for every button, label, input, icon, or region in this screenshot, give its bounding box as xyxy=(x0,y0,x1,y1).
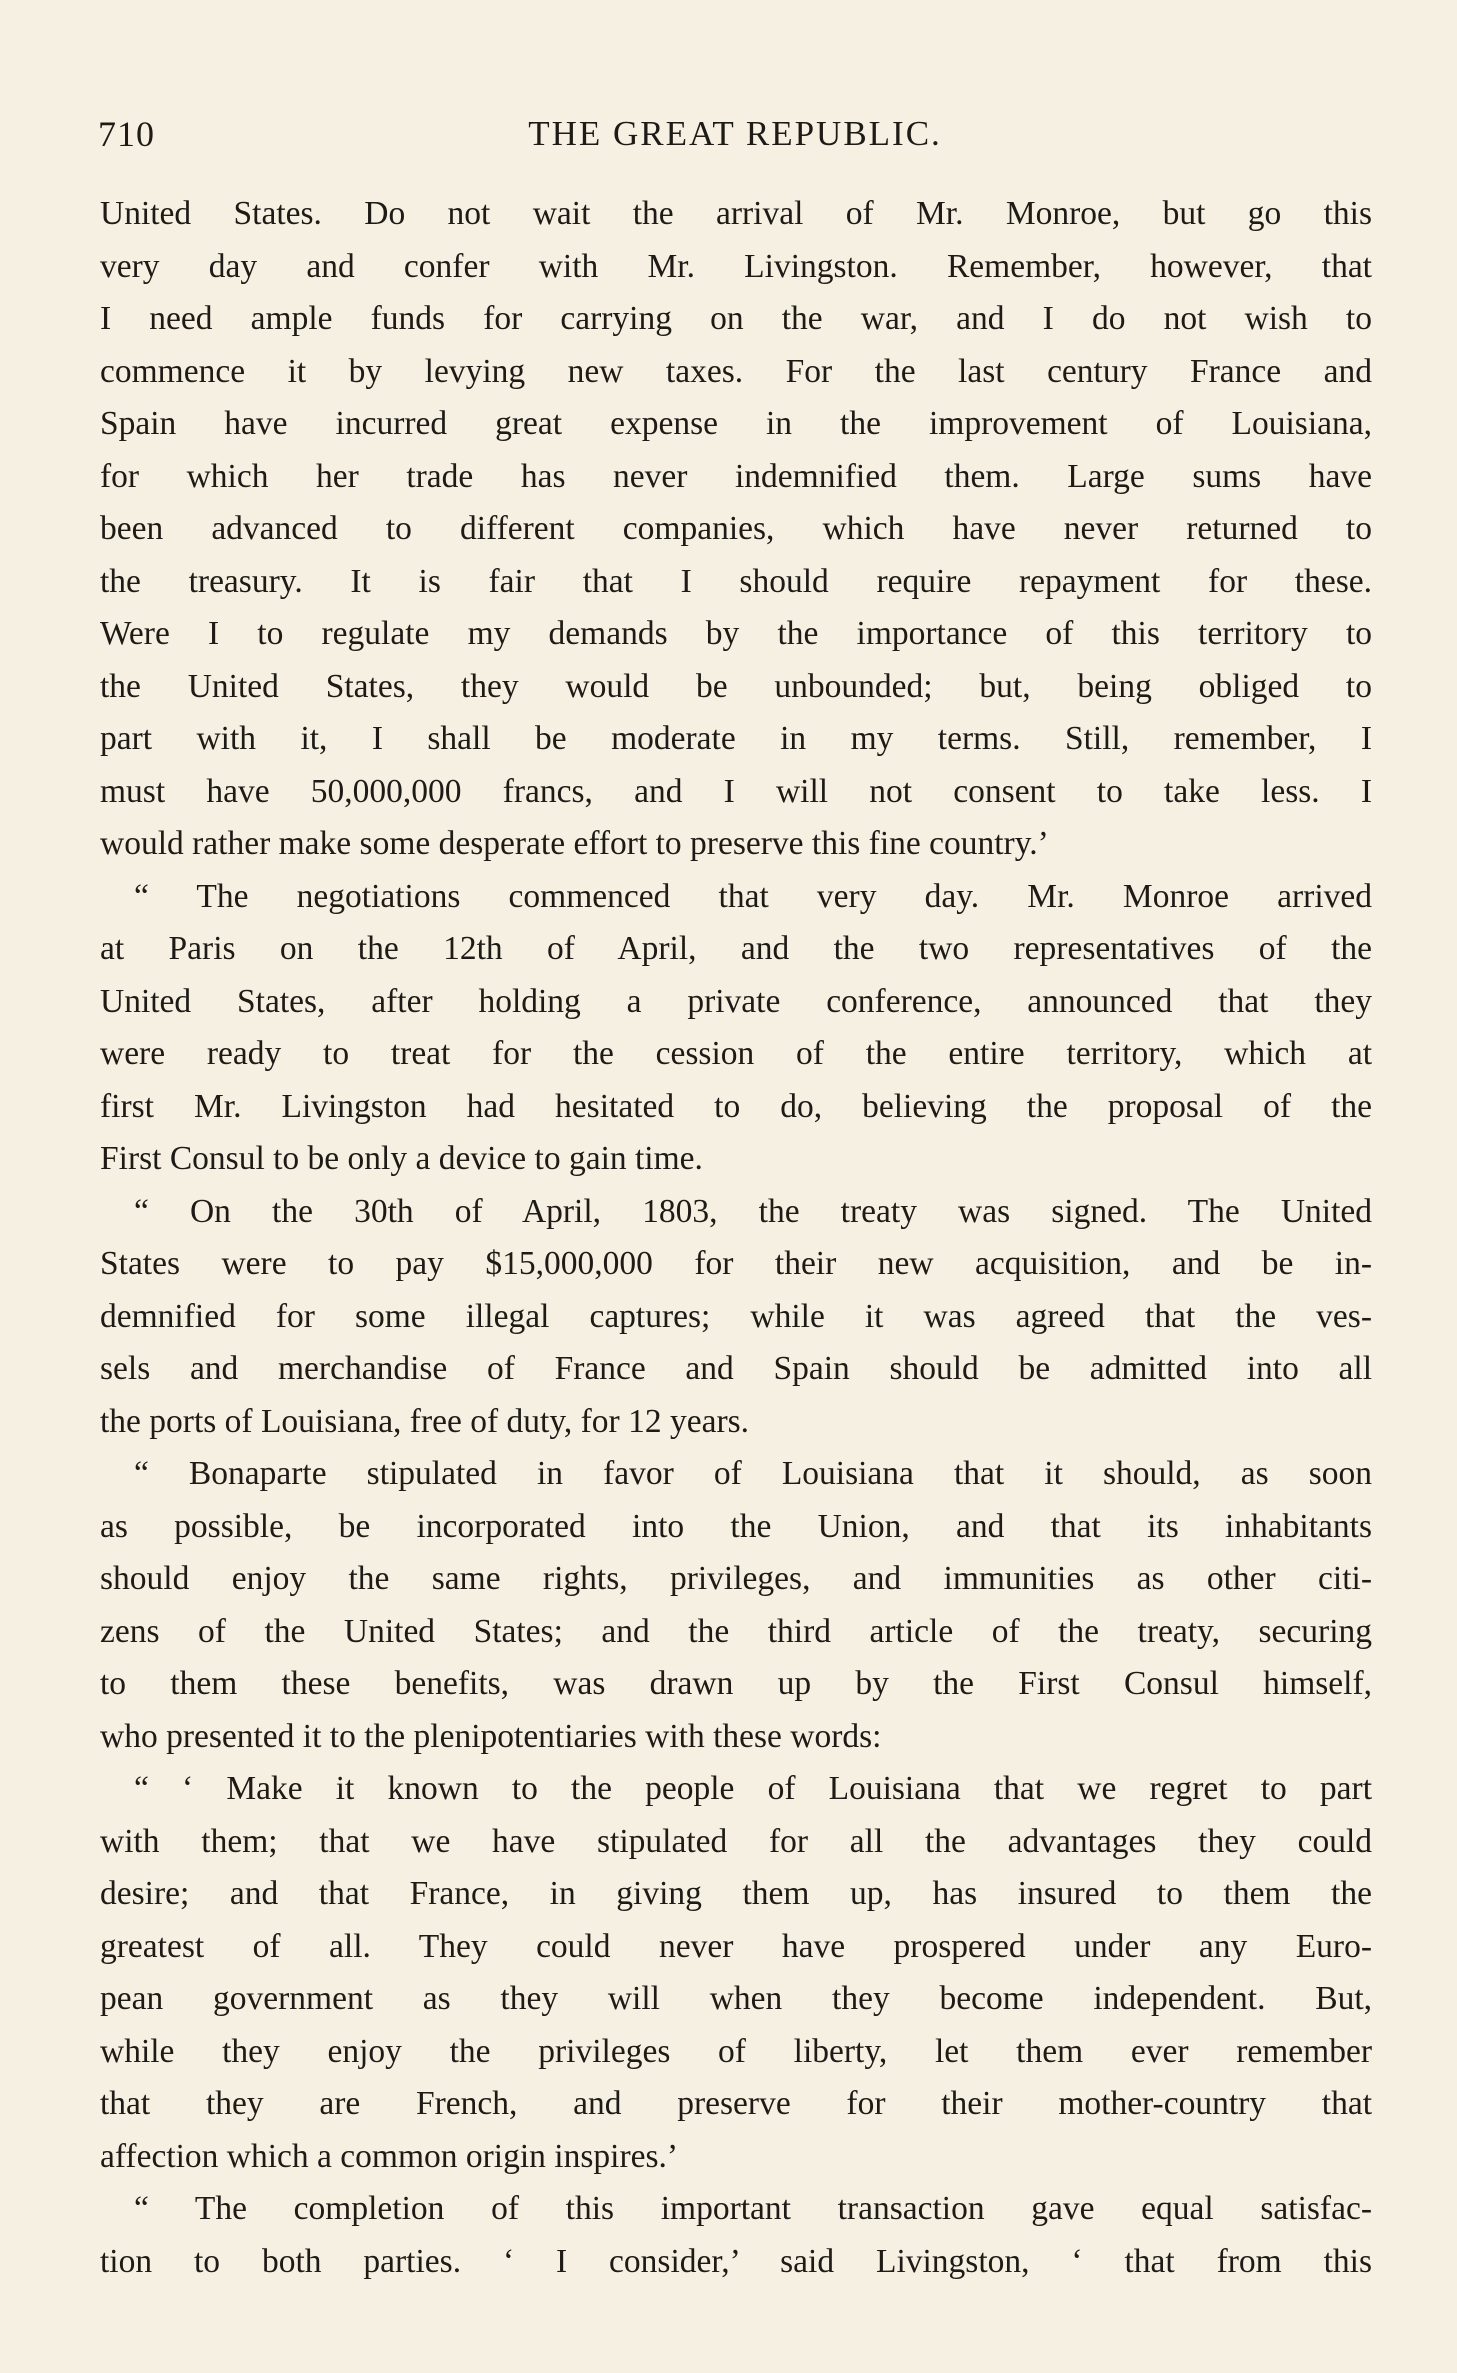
running-title: THE GREAT REPUBLIC. xyxy=(528,114,942,153)
text-line: the ports of Louisiana, free of duty, for 12 years. xyxy=(100,1402,750,1440)
text-line: zens of the United States; and the third article of the treaty, securing xyxy=(100,1612,1372,1650)
text-line: been advanced to different companies, which have never returned to xyxy=(100,510,1372,547)
page-number: 710 xyxy=(98,114,155,154)
text-line: sels and merchandise of France and Spain should be admitted into all xyxy=(100,1350,1372,1387)
text-line: United States, after holding a private conference, announced that they xyxy=(100,982,1372,1020)
text-line: at Paris on the 12th of April, and the two representatives of the xyxy=(100,930,1372,967)
text-line: demnified for some illegal captures; while it was agreed that the ves- xyxy=(100,1297,1372,1335)
text-line: for which her trade has never indemnified them. Large sums have xyxy=(100,457,1372,495)
body-text xyxy=(100,188,1372,2288)
text-line: States were to pay $15,000,000 for their new acquisition, and be in- xyxy=(100,1245,1372,1282)
text-line: Were I to regulate my demands by the importance of this territory to xyxy=(100,615,1372,652)
text-line: who presented it to the plenipotentiaries with these words: xyxy=(100,1717,882,1755)
text-line: “ The completion of this important transaction gave equal satisfac- xyxy=(134,2190,1372,2227)
text-line: must have 50,000,000 francs, and I will not consent to take less. I xyxy=(100,772,1372,810)
text-line: with them; that we have stipulated for all the advantages they could xyxy=(100,1822,1372,1860)
text-line: the United States, they would be unbounded; but, being obliged to xyxy=(100,667,1372,705)
running-head xyxy=(98,108,1372,160)
text-line: “ On the 30th of April, 1803, the treaty was signed. The United xyxy=(134,1192,1372,1230)
text-line: “ ‘ Make it known to the people of Louisiana that we regret to part xyxy=(134,1770,1372,1807)
text-line: would rather make some desperate effort to preserve this fine country.’ xyxy=(100,825,1049,862)
text-line: the treasury. It is fair that I should require repayment for these. xyxy=(100,562,1372,600)
text-line: part with it, I shall be moderate in my terms. Still, remember, I xyxy=(100,720,1372,757)
text-line: “ The negotiations commenced that very day. Mr. Monroe arrived xyxy=(134,877,1372,915)
text-line: commence it by levying new taxes. For the last century France and xyxy=(100,352,1372,390)
text-line: greatest of all. They could never have prospered under any Euro- xyxy=(100,1927,1372,1965)
text-line: were ready to treat for the cession of the entire territory, which at xyxy=(100,1035,1372,1072)
text-line: should enjoy the same rights, privileges, and immunities as other citi- xyxy=(100,1560,1372,1597)
text-line: I need ample funds for carrying on the war, and I do not wish to xyxy=(100,300,1372,337)
text-line: desire; and that France, in giving them up, has insured to them the xyxy=(100,1875,1372,1912)
text-line: first Mr. Livingston had hesitated to do, believing the proposal of the xyxy=(100,1087,1372,1125)
text-line: tion to both parties. ‘ I consider,’ said Livingston, ‘ that from this xyxy=(100,2242,1372,2280)
text-line: while they enjoy the privileges of liberty, let them ever remember xyxy=(100,2032,1372,2070)
text-line: that they are French, and preserve for their mother-country that xyxy=(100,2085,1372,2122)
text-line: affection which a common origin inspires.’ xyxy=(100,2137,679,2175)
text-line: Spain have incurred great expense in the improvement of Louisiana, xyxy=(100,405,1372,442)
text-line: United States. Do not wait the arrival of Mr. Monroe, but go this xyxy=(100,195,1372,232)
text-line: as possible, be incorporated into the Union, and that its inhabitants xyxy=(100,1507,1372,1545)
text-line: pean government as they will when they become independent. But, xyxy=(100,1980,1372,2017)
text-line: First Consul to be only a device to gain time. xyxy=(100,1140,703,1177)
text-line: “ Bonaparte stipulated in favor of Louisiana that it should, as soon xyxy=(134,1455,1372,1492)
text-line: to them these benefits, was drawn up by the First Consul himself, xyxy=(100,1665,1372,1702)
text-line: very day and confer with Mr. Livingston. Remember, however, that xyxy=(100,247,1372,285)
